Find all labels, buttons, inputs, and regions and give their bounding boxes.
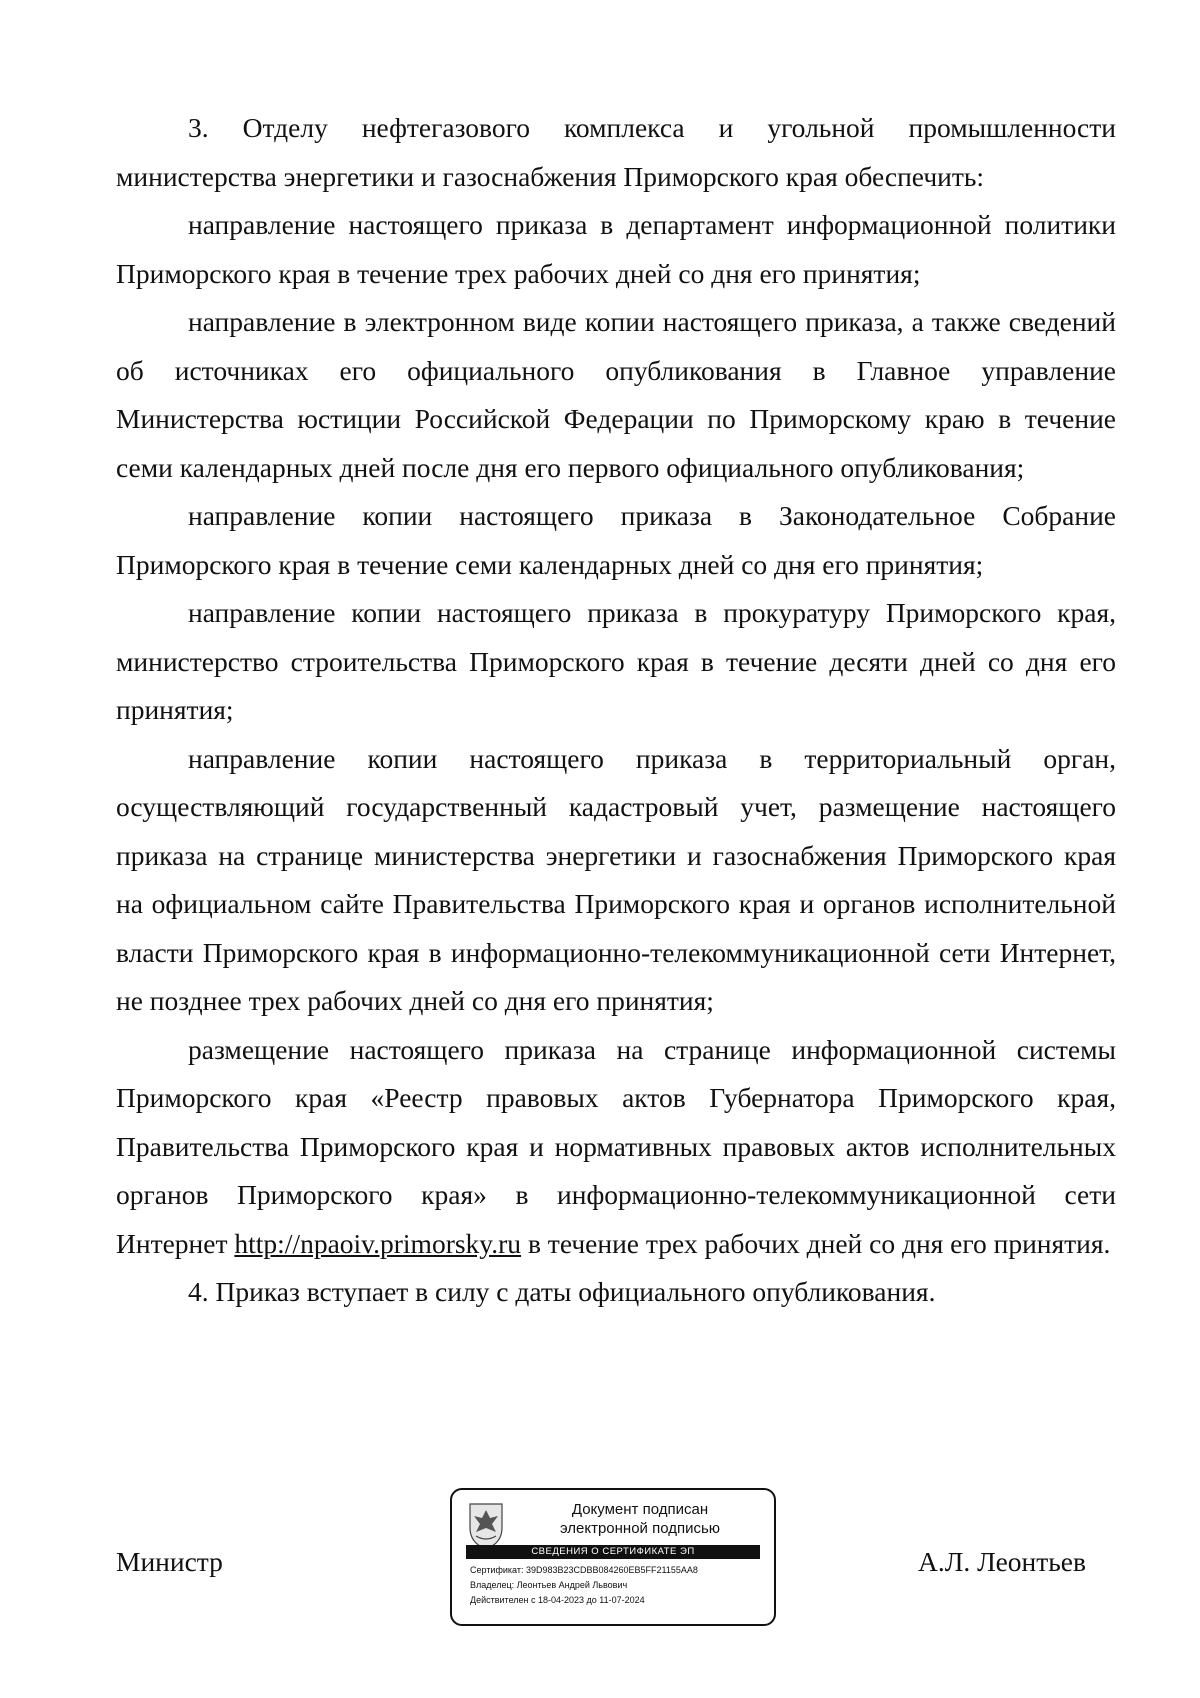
stamp-certificate-info — [470, 1563, 766, 1608]
paragraph-3: 3. Отделу нефтегазового комплекса и угольной промышленности министерства энергетики и газоснабжения Приморского края обеспечить: — [116, 112, 1116, 192]
paragraph-cadastre: направление копии настоящего приказа в территориальный орган, осуществляющий государственный кадастровый учет, размещение настоящего приказа на странице министерства энергетики и газоснабжения Приморского края на официальном сайте Правительства Приморского края и органов исполнительной власти Приморского края в информационно-телекоммуникационной сети Интернет, не позднее трех рабочих дней со дня его принятия; — [116, 742, 1116, 1016]
paragraph-prosecutor: направление копии настоящего приказа в прокуратуру Приморского края, министерство строительства Приморского края в течение десяти дней со дня его принятия; — [116, 597, 1116, 725]
stamp-title-line2: электронной подписью — [559, 1520, 721, 1537]
paragraph-legislative: направление копии настоящего приказа в Законодательное Собрание Приморского края в течение семи календарных дней со дня его принятия; — [116, 500, 1116, 580]
signatory-name: А.Л. Леонтьев — [917, 1546, 1086, 1577]
paragraph-info-policy: направление настоящего приказа в департамент информационной политики Приморского края в течение трех рабочих дней со дня его принятия; — [116, 209, 1116, 289]
stamp-certificate-header: СВЕДЕНИЯ О СЕРТИФИКАТЕ ЭП — [466, 1545, 760, 1559]
paragraph-4: 4. Приказ вступает в силу с даты официального опубликования. — [188, 1276, 936, 1307]
stamp-certificate-number: Сертификат: 39D983B23CDBB084260EB5FF21155AA8 — [470, 1565, 698, 1575]
stamp-owner: Владелец: Леонтьев Андрей Львович — [470, 1580, 628, 1590]
stamp-title — [516, 1500, 764, 1538]
registry-link[interactable]: http://npaoiv.primorsky.ru — [234, 1227, 522, 1259]
paragraph-registry — [116, 1026, 1116, 1269]
stamp-title-line1: Документ подписан — [571, 1501, 709, 1518]
signatory-position: Министр — [116, 1546, 223, 1577]
coat-of-arms-icon — [466, 1500, 506, 1550]
electronic-signature-stamp — [450, 1488, 776, 1626]
body-text — [116, 104, 1116, 1317]
registry-text-before: размещение настоящего приказа на странице информационной системы Приморского края «Реестр правовых актов Губернатора Приморского края, Правительства Приморского края и нормативных правовых актов исполнительных органов Приморского края» в информационно-телекоммуникационной сети Интернет — [116, 1033, 1116, 1259]
paragraph-justice: направление в электронном виде копии настоящего приказа, а также сведений об источниках его официального опубликования в Главное управление Министерства юстиции Российской Федерации по Приморскому краю в течение семи календарных дней после дня его первого официального опубликования; — [116, 306, 1116, 483]
registry-text-after: в течение трех рабочих дней со дня его принятия. — [521, 1227, 1111, 1259]
stamp-validity: Действителен с 18-04-2023 до 11-07-2024 — [470, 1595, 645, 1605]
